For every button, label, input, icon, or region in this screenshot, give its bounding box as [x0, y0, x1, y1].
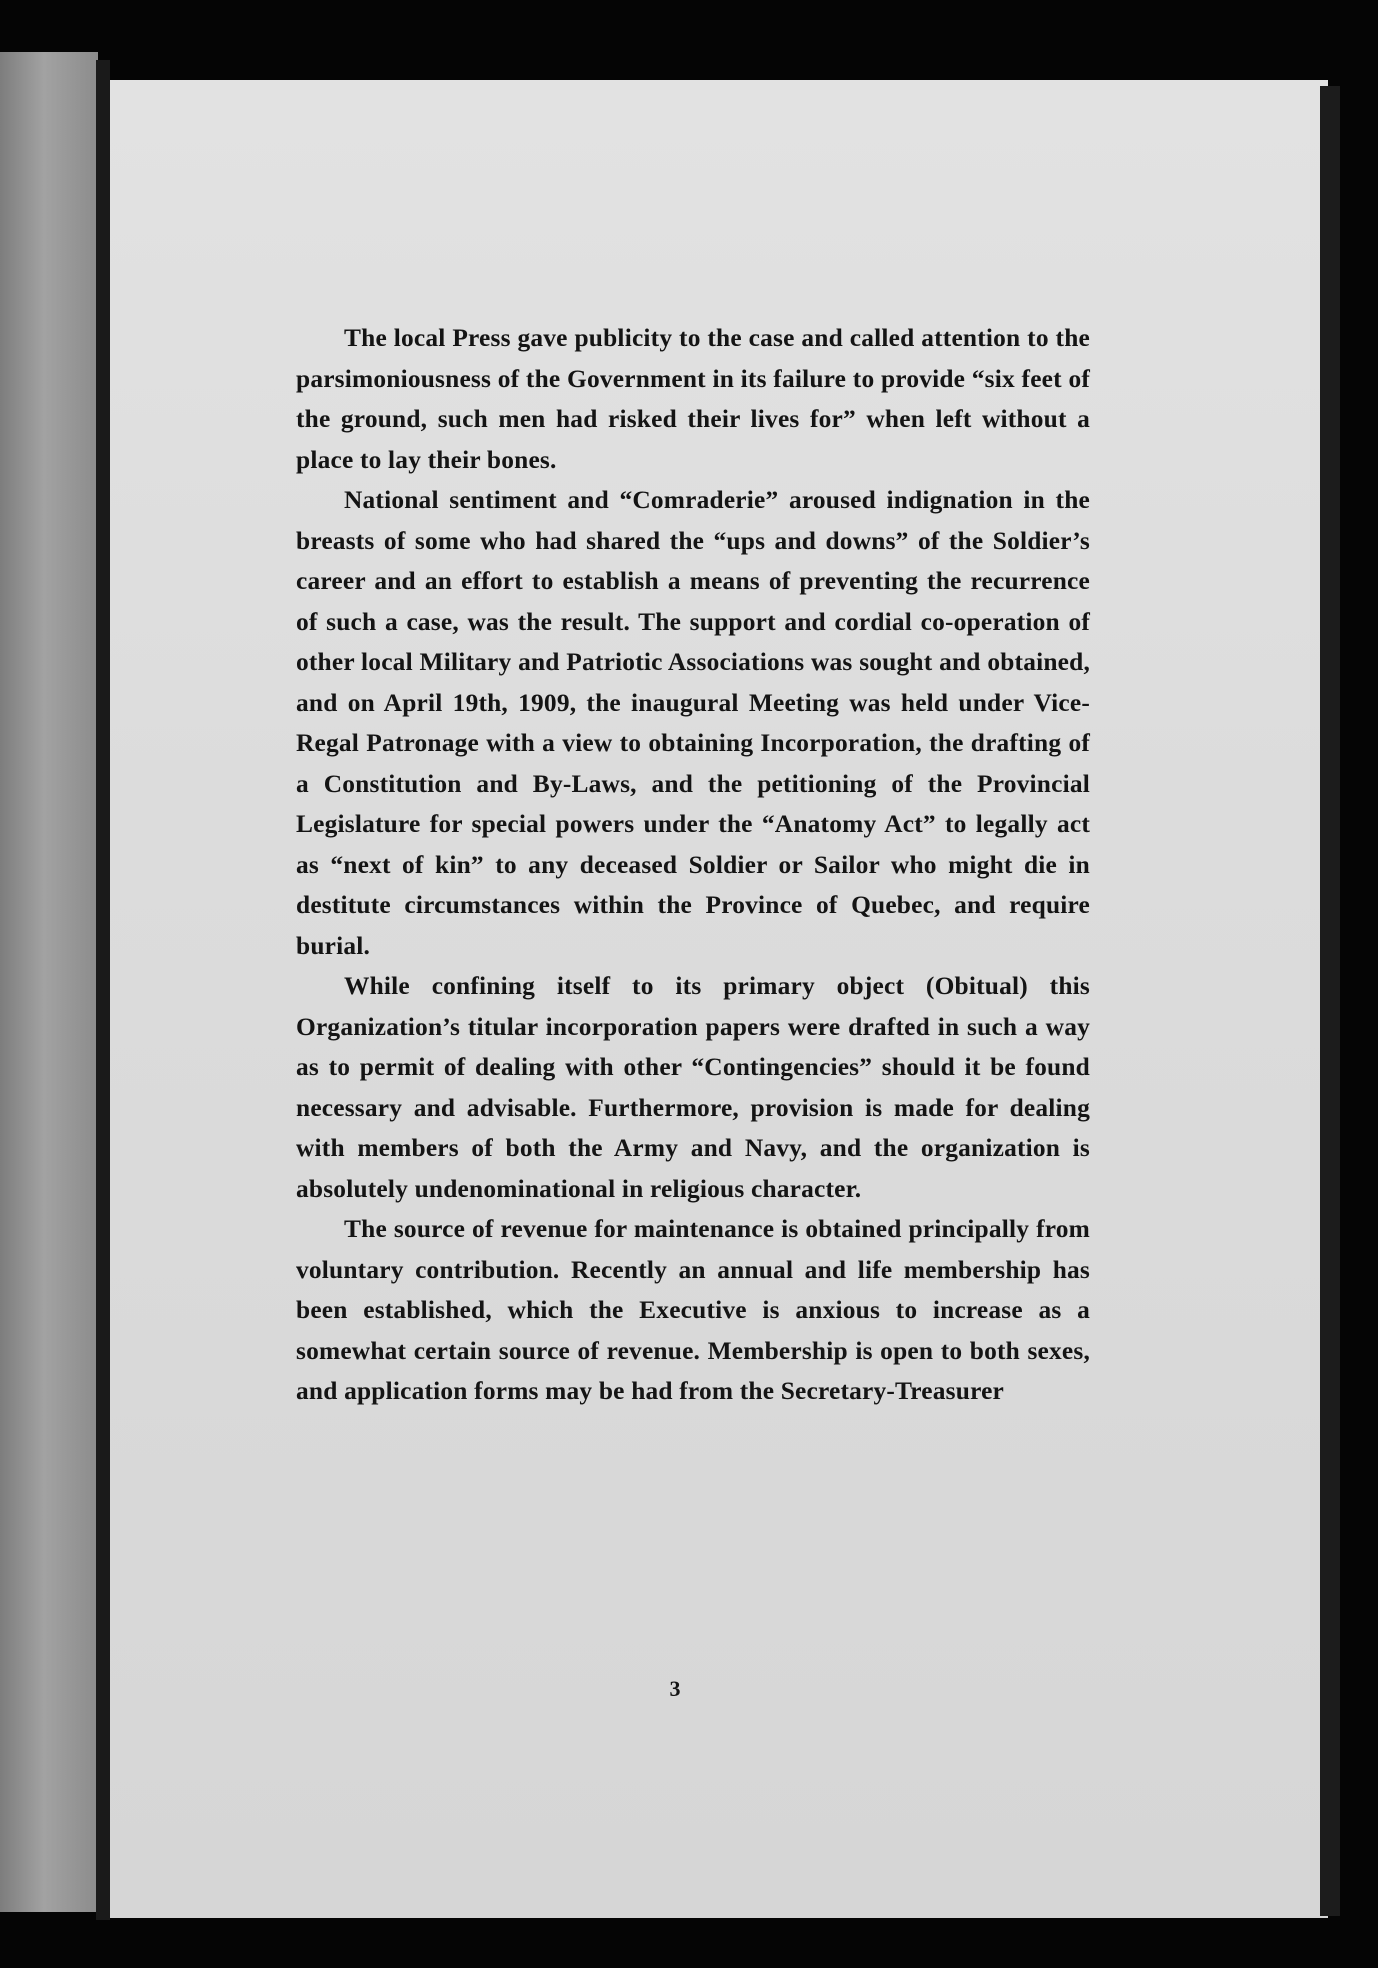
- paragraph-primary-object: While confining itself to its primary object (Obitual) this Organization’s titular incorporation papers were drafted in such a way as to permit of dealing with other “Contingencies” should it be found necessary and advisable. Furthermore, provision is made for dealing with members of both the Army and Navy, and the organization is absolutely undenominational in religious character.: [296, 972, 1090, 1203]
- paragraph-national-sentiment: National sentiment and “Comraderie” aroused indignation in the breasts of some who had shared the “ups and downs” of the Soldier’s career and an effort to establish a means of preventing the recurrence of such a case, was the result. The support and cordial co-operation of other local Military and Patriotic Associations was sought and obtained, and on April 19th, 1909, the inaugural Meeting was held under Vice-Regal Patronage with a view to obtaining Incorporation, the drafting of a Constitution and By-Laws, and the petitioning of the Provincial Legislature for special powers under the “Anatomy Act” to legally act as “next of kin” to any deceased Soldier or Sailor who might die in destitute circumstances within the Province of Quebec, and require burial.: [296, 486, 1090, 960]
- paragraph-source-of-revenue: The source of revenue for maintenance is obtained principally from voluntary contribution. Recently an annual and life membership has been established, which the Executive is anxious to increase as a somewhat certain source of revenue. Membership is open to both sexes, and application forms may be had from the Secretary-Treasurer: [296, 1215, 1090, 1405]
- page-right-edge: [1320, 86, 1340, 1916]
- paragraph-press-publicity: The local Press gave publicity to the case and called attention to the parsimoniousness of the Government in its failure to provide “six feet of the ground, such men had risked their lives for” when left without a place to lay their bones.: [296, 324, 1090, 474]
- previous-page-edge: [0, 52, 98, 1912]
- body-text: [296, 318, 1090, 1412]
- page-number: 3: [669, 1676, 681, 1701]
- book-spine: [96, 60, 110, 1920]
